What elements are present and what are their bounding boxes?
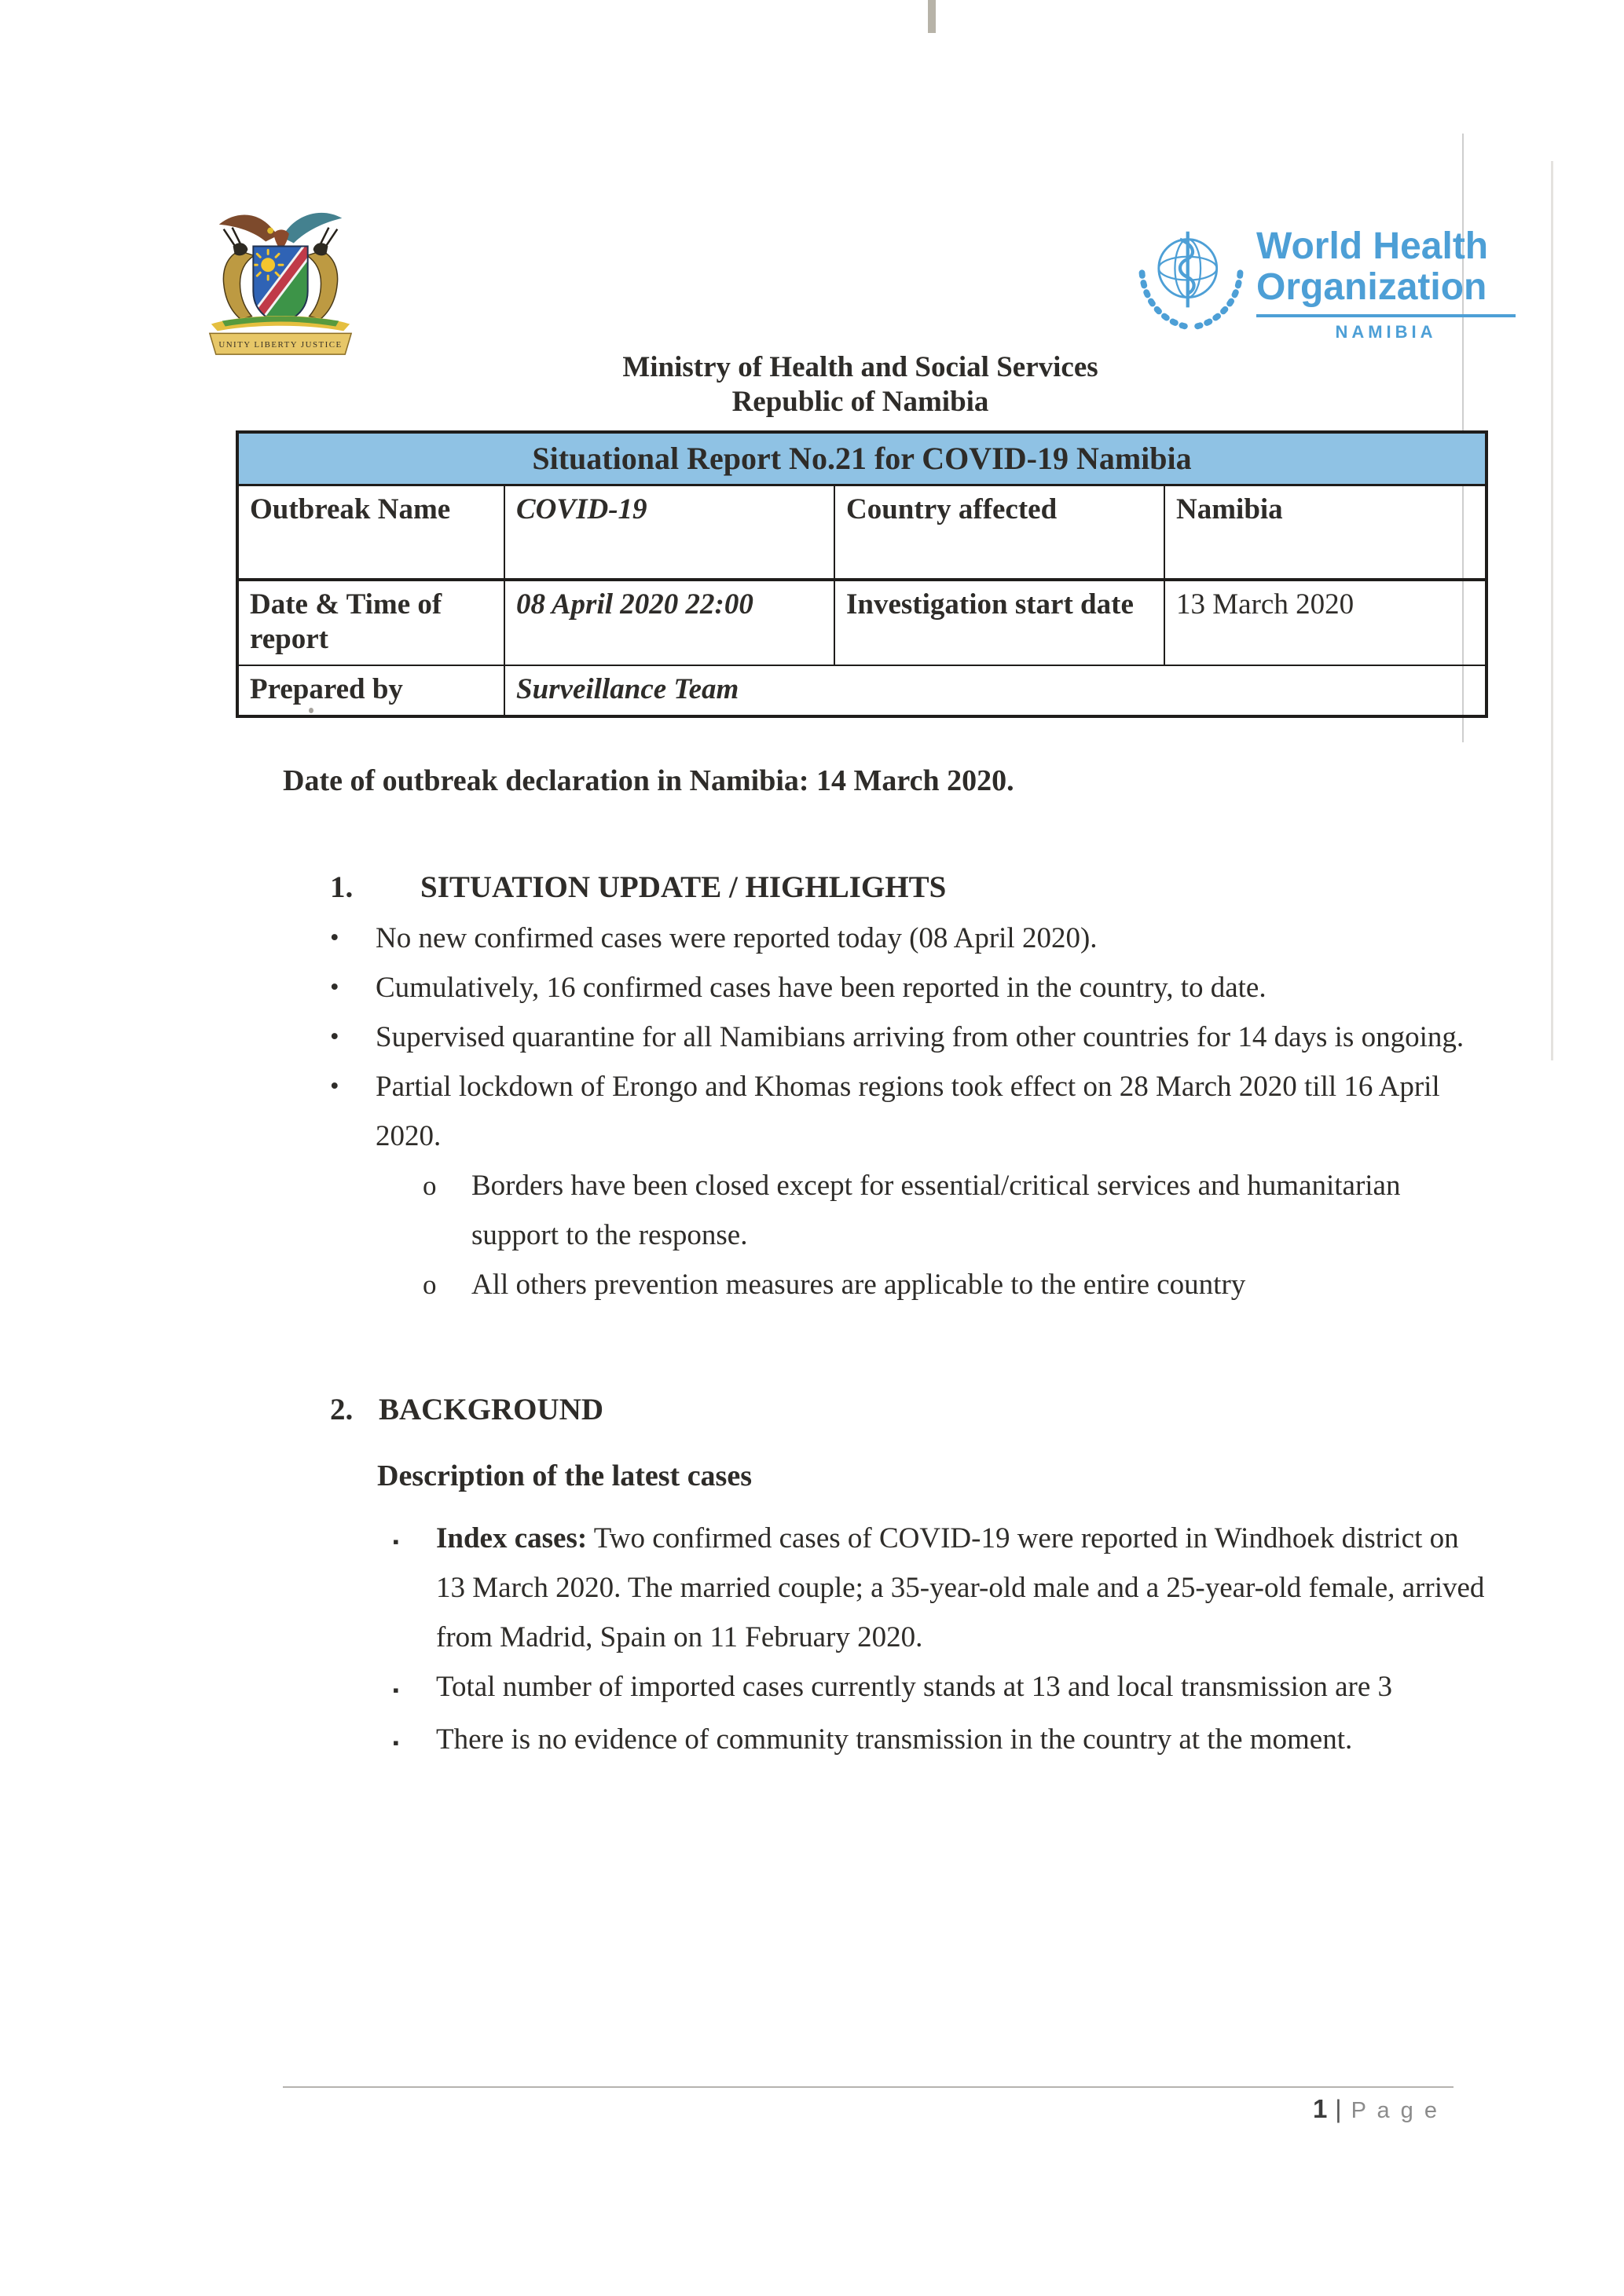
- who-wordmark: [1256, 226, 1523, 342]
- sub-bullet-text: All others prevention measures are applicable to the entire country: [471, 1269, 1246, 1301]
- namibia-coat-of-arms: [191, 201, 370, 370]
- page-separator: |: [1335, 2095, 1342, 2123]
- bullet-text: Cumulatively, 16 confirmed cases have been reported in the country, to date.: [376, 972, 1267, 1004]
- who-country-label: NAMIBIA: [1335, 322, 1437, 342]
- cell-investigation-start-value: 13 March 2020: [1164, 580, 1487, 665]
- bullet-rest: There is no evidence of community transmission in the country at the moment.: [436, 1723, 1353, 1756]
- page-footer: [1257, 2094, 1439, 2124]
- cell-date-time-value: 08 April 2020 22:00: [504, 580, 834, 665]
- section2-number: 2.: [330, 1393, 354, 1426]
- section1-heading: [330, 862, 1485, 912]
- bullet-square-icon: ▪: [393, 1680, 399, 1700]
- section-situation-update: [330, 862, 1485, 1309]
- bullet-text: [436, 1715, 1493, 1767]
- bullet-text: Supervised quarantine for all Namibians arriving from other countries for 14 days is ongoing.: [376, 1021, 1465, 1053]
- list-item: [330, 914, 1485, 963]
- bullet-dot-icon: •: [330, 1072, 339, 1100]
- section-background: [330, 1385, 1493, 1767]
- sub-bullet-text: Borders have been closed except for essential/critical services and humanitarian support to the response.: [471, 1170, 1401, 1251]
- who-emblem-icon: [1135, 222, 1247, 333]
- bullet-square-icon: ▪: [393, 1733, 399, 1752]
- section1-title: SITUATION UPDATE / HIGHLIGHTS: [420, 870, 947, 904]
- who-rule: [1256, 314, 1516, 317]
- bullet-rest: Total number of imported cases currently stands at 13 and local transmission are 3: [436, 1671, 1393, 1703]
- table-row: [237, 665, 1487, 716]
- oryx-left-icon: [223, 228, 254, 320]
- outbreak-declaration: Date of outbreak declaration in Namibia: 14 March 2020.: [283, 764, 1014, 797]
- section1-bullet-list: [330, 914, 1485, 1309]
- section2-subtitle: Description of the latest cases: [377, 1459, 753, 1492]
- bullet-text: [436, 1514, 1493, 1662]
- ministry-line1: Ministry of Health and Social Services: [622, 351, 1098, 383]
- footer-rule: [283, 2086, 1454, 2088]
- bullet-text: Partial lockdown of Erongo and Khomas regions took effect on 28 March 2020 till 16 April 2020.: [376, 1071, 1440, 1152]
- report-title: Situational Report No.21 for COVID-19 Namibia: [237, 432, 1487, 485]
- bullet-square-icon: ▪: [393, 1532, 399, 1551]
- bullet-bold-lead: Index cases:: [436, 1522, 588, 1554]
- ministry-line2: Republic of Namibia: [731, 386, 989, 418]
- section1-number: 1.: [330, 870, 354, 904]
- bullet-dot-icon: •: [330, 924, 339, 952]
- list-item: [330, 1062, 1485, 1161]
- report-table: [236, 430, 1488, 718]
- who-wordmark-line2: Organization: [1256, 266, 1487, 308]
- page-number: 1: [1312, 2094, 1328, 2123]
- list-item: [393, 1662, 1493, 1715]
- section2-bullet-list: [393, 1514, 1493, 1767]
- namibia-coat-of-arms-icon: [191, 201, 370, 366]
- bullet-circle-icon: o: [423, 1170, 437, 1201]
- report-table-grid: [236, 430, 1488, 718]
- list-item: [423, 1260, 1485, 1309]
- table-title-row: [237, 432, 1487, 485]
- list-item: [330, 1013, 1485, 1062]
- section2-title: BACKGROUND: [379, 1393, 604, 1426]
- cell-outbreak-name-value: COVID-19: [504, 485, 834, 580]
- cell-date-time-label: Date & Time of report: [237, 580, 504, 665]
- bullet-dot-icon: •: [330, 973, 339, 1002]
- cell-outbreak-name-label: Outbreak Name: [237, 485, 504, 580]
- bullet-circle-icon: o: [423, 1269, 437, 1300]
- table-row: [237, 485, 1487, 580]
- list-item: [423, 1161, 1485, 1260]
- who-logo: [1135, 226, 1523, 342]
- cell-country-affected-label: Country affected: [834, 485, 1164, 580]
- section2-heading: [330, 1385, 1493, 1434]
- bullet-dot-icon: •: [330, 1023, 339, 1051]
- coat-of-arms-motto: UNITY LIBERTY JUSTICE: [218, 340, 343, 350]
- ministry-title: [314, 350, 1406, 419]
- cell-investigation-start-label: Investigation start date: [834, 580, 1164, 665]
- table-row: [237, 580, 1487, 665]
- bullet-text: No new confirmed cases were reported today (08 April 2020).: [376, 922, 1098, 954]
- who-wordmark-line1: World Health: [1256, 225, 1489, 267]
- page-word: P a g e: [1351, 2098, 1439, 2123]
- section1-sub-bullet-list: [423, 1161, 1485, 1309]
- list-item: [330, 963, 1485, 1013]
- cell-prepared-by-label: Prepared by: [237, 665, 504, 716]
- cell-country-affected-value: Namibia: [1164, 485, 1487, 580]
- list-item: [393, 1715, 1493, 1767]
- oryx-right-icon: [307, 228, 338, 320]
- bullet-text: [436, 1662, 1493, 1715]
- scan-artifact-top: [928, 0, 936, 33]
- sun-icon: [253, 250, 283, 280]
- list-item: [393, 1514, 1493, 1662]
- scan-artifact-vline: [1551, 161, 1553, 1060]
- cell-prepared-by-value: Surveillance Team: [504, 665, 1487, 716]
- bullet-rest: Two confirmed cases of COVID-19 were reported in Windhoek district on 13 March 2020. The married couple; a 35-year-old male and a 25-year-old female, arrived from Madrid, Spain on 11 February 2020.: [436, 1522, 1485, 1653]
